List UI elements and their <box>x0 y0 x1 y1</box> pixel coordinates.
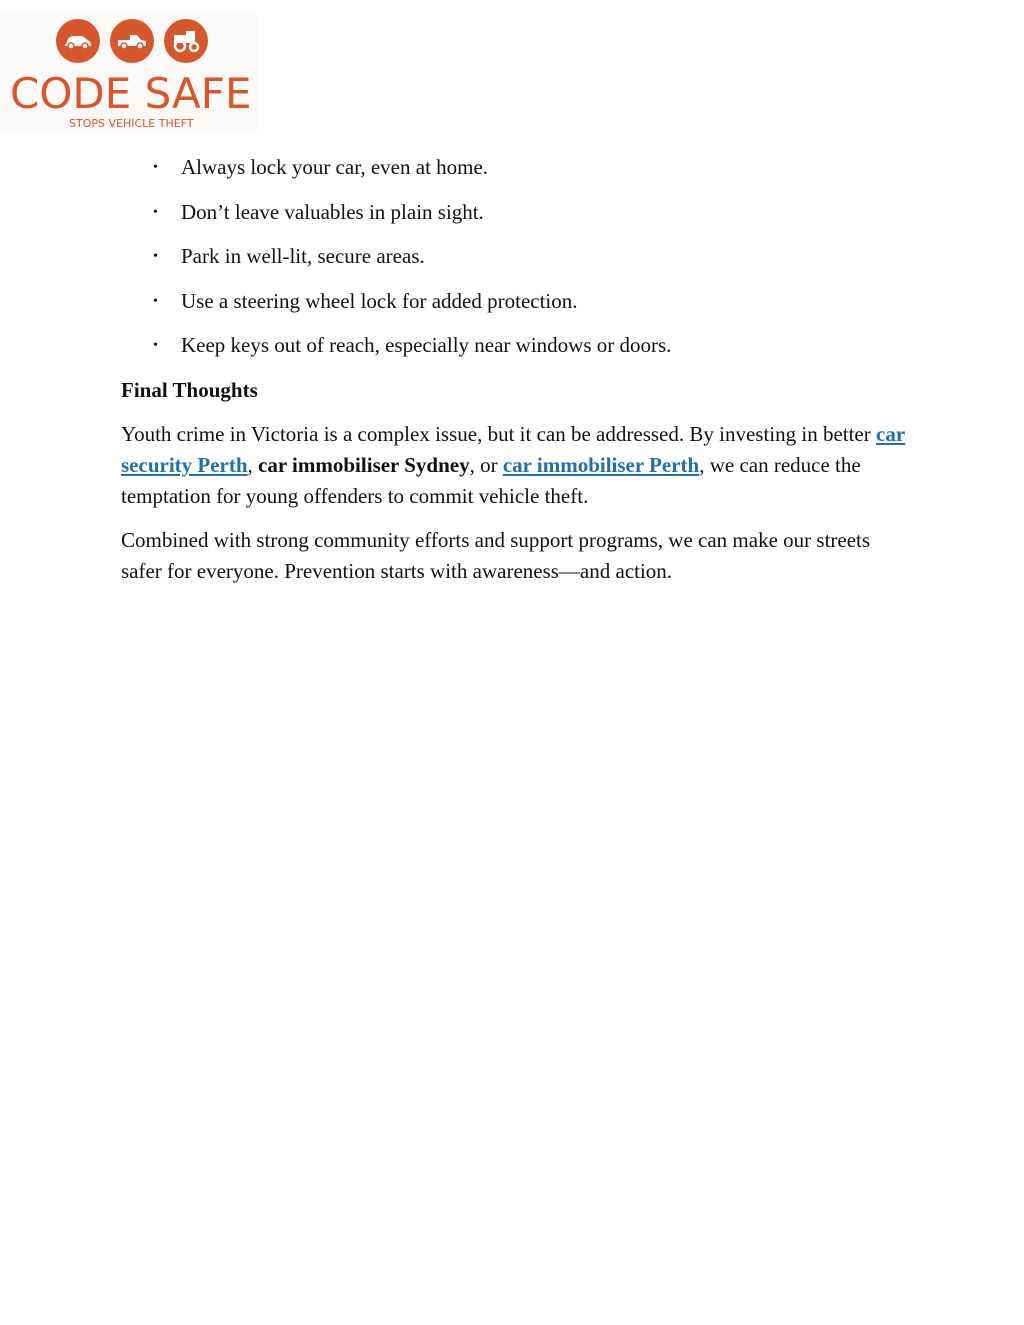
paragraph-text: Youth crime in Victoria is a complex issue, but it can be addressed. By investing in better <box>121 421 876 446</box>
bullet: • <box>153 204 158 220</box>
car-security-perth-link[interactable]: car security Perth <box>121 421 906 477</box>
car-immobiliser-sydney-text: car immobiliser Sydney <box>258 452 470 477</box>
list-item <box>121 152 911 183</box>
final-thoughts-heading: Final Thoughts <box>121 377 258 402</box>
list-item <box>121 286 911 317</box>
bullet: • <box>153 293 158 309</box>
paragraph-investing <box>121 419 911 512</box>
pickup-truck-icon <box>110 19 154 63</box>
logo-wordmark: CODE SAFE <box>10 69 252 118</box>
article-content <box>121 152 911 600</box>
logo-tagline: STOPS VEHICLE THEFT <box>69 117 194 130</box>
bullet: • <box>153 160 158 175</box>
separator-text: , or <box>469 452 503 477</box>
tractor-icon <box>164 19 208 63</box>
tip-text: Keep keys out of reach, especially near windows or doors. <box>181 333 672 357</box>
tip-text: Use a steering wheel lock for added protection. <box>181 288 578 313</box>
bullet: • <box>153 249 158 264</box>
paragraph-text: , we can reduce the temptation for young offenders to commit vehicle theft. <box>121 452 861 508</box>
code-safe-logo <box>0 15 257 131</box>
bullet: • <box>153 338 158 353</box>
car-immobiliser-perth-link[interactable]: car immobiliser Perth <box>502 452 700 477</box>
car-icon <box>56 19 100 63</box>
tip-text: Park in well-lit, secure areas. <box>181 244 425 268</box>
list-item <box>121 330 911 361</box>
separator-text: , <box>247 452 259 477</box>
list-item <box>121 197 911 228</box>
tips-list <box>121 152 911 361</box>
logo-icons <box>56 19 208 63</box>
list-item <box>121 241 911 272</box>
paragraph-community: Combined with strong community efforts and support programs, we can make our streets safer for everyone. Prevention starts with awareness—and action. <box>121 527 871 583</box>
tip-text: Don’t leave valuables in plain sight. <box>181 199 484 224</box>
tip-text: Always lock your car, even at home. <box>181 155 489 179</box>
